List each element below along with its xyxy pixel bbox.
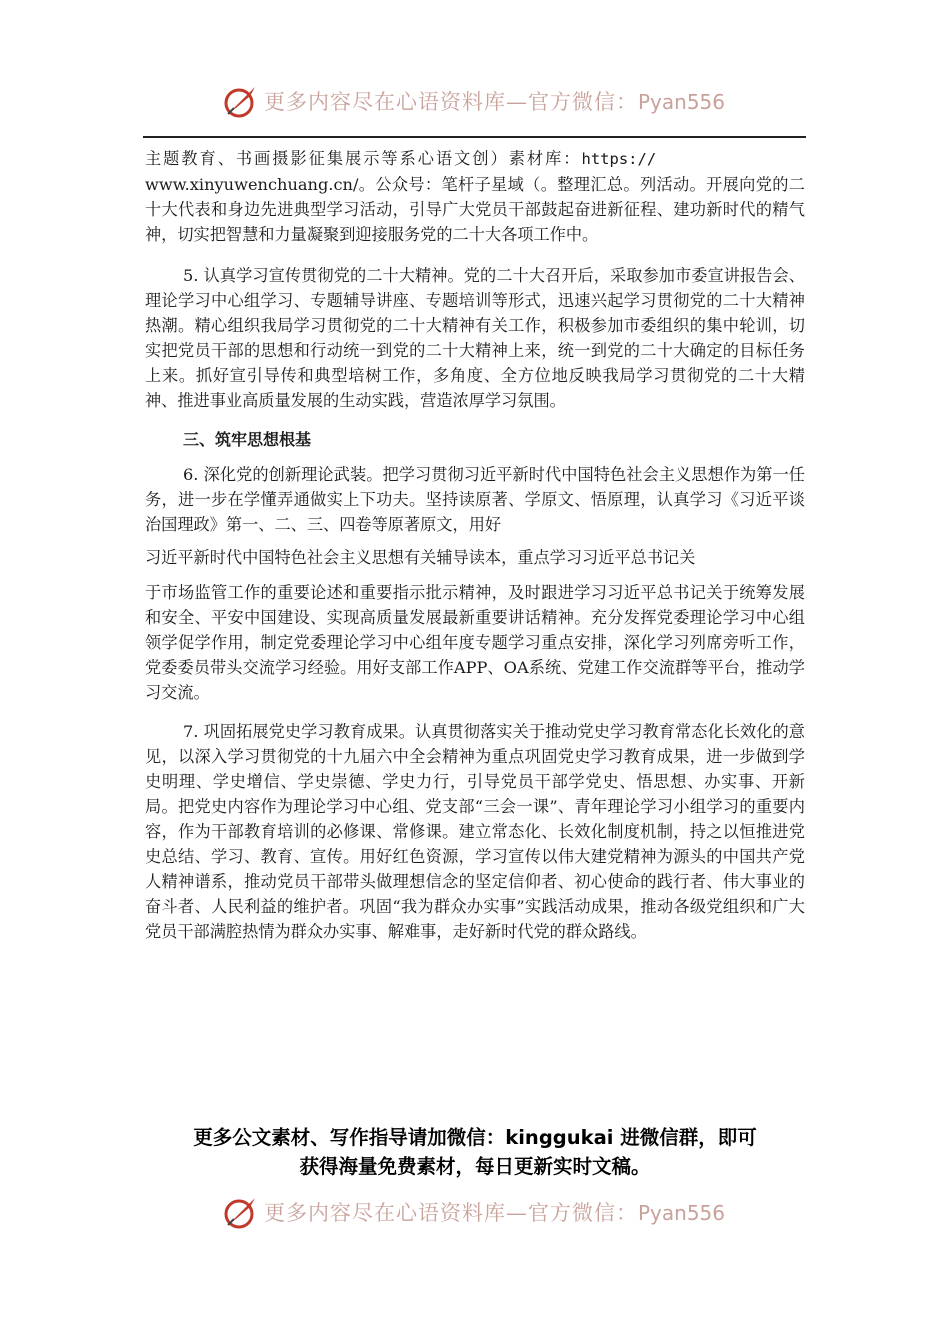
paragraph-7: 7. 巩固拓展党史学习教育成果。认真贯彻落实关于推动党史学习教育常态化长效化的意见，以深入学习贯彻党的十九届六中全会精神为重点巩固党史学习教育成果，进一步做到学史明理、学史增信、学史崇德、学史力行，引导党员干部学党史、悟思想、办实事、开新局。把党史内容作为理论学习中心组、党支部“三会一课”、青年理论学习小组学习的重要内容，作为干部教育培训的必修课、常修课。建立常态化、长效化制度机制，持之以恒推进党史总结、学习、教育、宣传。用好红色资源，学习宣传以伟大建党精神为源头的中国共产党人精神谱系，推动党员干部带头做理想信念的坚定信仰者、初心使命的践行者、伟大事业的奋斗者、人民利益的维护者。巩固“我为群众办实事”实践活动成果，推动各级党组织和广大党员干部满腔热情为群众办实事、解难事，走好新时代党的群众路线。 <box>145 722 805 941</box>
header-rule <box>143 136 806 138</box>
paragraph-4-cont: www.xinyuwenchuang.cn/。公众号：笔杆子星域（。整理汇总。列活动。开展向党的二十大代表和身边先进典型学习活动，引导广大党员干部鼓起奋进新征程、建功新时代的精气神，切实把智慧和力量凝聚到迎接服务党的二十大各项工作中。 <box>145 175 805 244</box>
paragraph-6a: 6. 深化党的创新理论武装。把学习贯彻习近平新时代中国特色社会主义思想作为第一任务，进一步在学懂弄通做实上下功夫。坚持读原著、学原文、悟原理，认真学习《习近平谈治国理政》第一、二、三、四卷等原著原文，用好 <box>145 465 805 534</box>
quill-logo-icon <box>222 84 260 120</box>
banner-text: 更多内容尽在心语资料库—官方微信：Pyan556 <box>264 90 726 114</box>
line-1: 主题教育、书画摄影征集展示等系心语文创）素材库：https:// <box>145 149 657 168</box>
document-body <box>145 146 805 944</box>
header-banner <box>0 82 950 122</box>
section-heading-3: 三、筑牢思想根基 <box>183 430 312 449</box>
wechat-id: Pyan556 <box>638 1201 726 1225</box>
paragraph-5: 5. 认真学习宣传贯彻党的二十大精神。党的二十大召开后，采取参加市委宣讲报告会、理论学习中心组学习、专题辅导讲座、专题培训等形式，迅速兴起学习贯彻党的二十大精神热潮。精心组织我局学习贯彻党的二十大精神有关工作，积极参加市委组织的集中轮训，切实把党员干部的思想和行动统一到党的二十大精神上来，统一到党的二十大确定的目标任务上来。抓好宣引导传和典型培树工作，多角度、全方位地反映我局学习贯彻党的二十大精神、推进事业高质量发展的生动实践，营造浓厚学习氛围。 <box>145 266 805 410</box>
banner-text: 更多内容尽在心语资料库—官方微信：Pyan556 <box>264 1201 726 1225</box>
footer-banner <box>0 1193 950 1233</box>
footer-note-line-2: 获得海量免费素材，每日更新实时文稿。 <box>299 1155 651 1178</box>
quill-logo-icon <box>222 1195 260 1231</box>
wechat-id: Pyan556 <box>638 90 726 114</box>
paragraph-6c: 于市场监管工作的重要论述和重要指示批示精神，及时跟进学习习近平总书记关于统筹发展和安全、平安中国建设、实现高质量发展最新重要讲话精神。充分发挥党委理论学习中心组领学促学作用，制定党委理论学习中心组年度专题学习重点安排，深化学习列席旁听工作，党委委员带头交流学习经验。用好支部工作APP、OA系统、党建工作交流群等平台，推动学习交流。 <box>145 583 805 702</box>
footer-note <box>130 1123 820 1181</box>
paragraph-6b: 习近平新时代中国特色社会主义思想有关辅导读本，重点学习习近平总书记关 <box>145 548 696 567</box>
footer-note-line-1: 更多公文素材、写作指导请加微信：kinggukai 进微信群，即可 <box>193 1126 757 1149</box>
